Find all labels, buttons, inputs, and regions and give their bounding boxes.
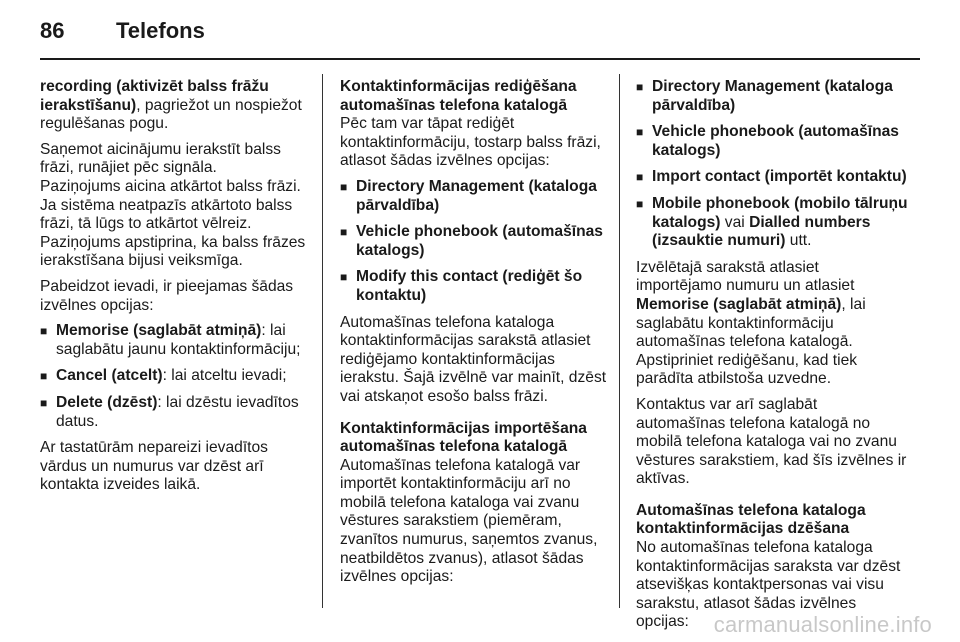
- bullet-icon: ■: [340, 270, 348, 285]
- list-item: [40, 394, 312, 431]
- paragraph: Saņemot aicinājumu ierakstīt balss frāzi, runājiet pēc signāla.: [40, 140, 281, 177]
- list-item: [340, 223, 612, 260]
- bold-term: Directory Management (kataloga pārvaldība): [356, 177, 597, 214]
- paragraph: Paziņojums apstiprina, ka balss frāzes ierakstīšana bijusi veiksmīga.: [40, 233, 306, 270]
- text: , lai saglabātu kontaktinformāciju automašīnas telefona katalogā. Apstipriniet rediģēšanu, kad tiek parādīta atbilstoša uzvedne.: [636, 295, 866, 388]
- bold-term: Mobile phonebook (mobilo tālruņu katalogs): [652, 194, 908, 231]
- column-divider-1: [322, 74, 323, 608]
- page-number: 86: [40, 18, 65, 43]
- list-item: [40, 322, 312, 359]
- text: Izvēlētajā sarakstā atlasiet importējamo numuru un atlasiet: [636, 258, 855, 295]
- section-heading: Automašīnas telefona kataloga kontaktinformācijas dzēšana: [636, 501, 866, 538]
- text: , pagriežot un nospiežot regulēšanas pogu.: [40, 96, 302, 133]
- bullet-icon: ■: [636, 170, 644, 185]
- list-item: [340, 268, 612, 305]
- column-3: [636, 78, 908, 639]
- list-item: [340, 178, 612, 215]
- paragraph: Kontaktus var arī saglabāt automašīnas telefona katalogā no mobilā telefona kataloga vai no zvanu vēstures sarakstiem, kad šīs izvēlnes ir aktīvas.: [636, 395, 907, 488]
- paragraph: [636, 259, 908, 389]
- bullet-list: [40, 322, 312, 431]
- bullet-icon: ■: [340, 225, 348, 240]
- paragraph: No automašīnas telefona kataloga kontaktinformācijas saraksta var dzēst atsevišķas kontaktpersonas vai visu sarakstu, atlasot šādas izvēlnes opcijas:: [636, 539, 901, 631]
- column-divider-2: [619, 74, 620, 608]
- paragraph: Paziņojums aicina atkārtot balss frāzi. Ja sistēma neatpazīs atkārtoto balss frāzi, tā lūgs to atkārtot vēlreiz.: [40, 177, 301, 233]
- bullet-icon: ■: [40, 369, 48, 384]
- bullet-list: [340, 178, 612, 306]
- bold-term: Vehicle phonebook (automašīnas katalogs): [356, 223, 603, 259]
- paragraph: Ar tastatūrām nepareizi ievadītos vārdus un numurus var dzēst arī kontakta izveides laikā.: [40, 439, 268, 494]
- bold-term: recording (aktivizēt balss frāžu ierakstīšanu): [40, 78, 269, 114]
- bold-term: Cancel (atcelt): [56, 367, 163, 385]
- bullet-icon: ■: [636, 80, 644, 94]
- bold-term: Modify this contact (rediģēt šo kontaktu): [356, 268, 583, 304]
- text: : lai atceltu ievadi;: [162, 367, 287, 385]
- paragraph: Pabeidzot ievadi, ir pieejamas šādas izvēlnes opcijas:: [40, 277, 294, 314]
- list-item: [636, 168, 908, 187]
- bullet-icon: ■: [636, 125, 644, 140]
- list-item: [636, 195, 908, 251]
- text: utt.: [785, 232, 812, 250]
- bold-term: Delete (dzēst): [56, 393, 158, 411]
- watermark: carmanualsonline.info: [713, 612, 932, 637]
- bold-term: Dialled numbers (izsauktie numuri): [652, 213, 871, 250]
- paragraph: Automašīnas telefona kataloga kontaktinformācijas sarakstā atlasiet rediģējamo kontaktinformācijas ierakstu. Šajā izvēlnē var mainīt, dzēst vai atskaņot esošo balss frāzi.: [340, 313, 607, 405]
- bold-term: Import contact (importēt kontaktu): [652, 168, 907, 186]
- text: vai: [720, 213, 750, 231]
- bold-term: Memorise (saglabāt atmiņā): [56, 322, 262, 340]
- bullet-icon: ■: [40, 324, 48, 339]
- bullet-icon: ■: [340, 179, 348, 194]
- column-2: [340, 78, 612, 594]
- bullet-icon: ■: [40, 395, 48, 410]
- bold-term: Directory Management (kataloga pārvaldība): [652, 78, 893, 114]
- bullet-icon: ■: [636, 196, 644, 211]
- section-heading: Kontaktinformācijas rediģēšana automašīnas telefona katalogā: [340, 78, 577, 114]
- text: : lai dzēstu ievadītos datus.: [56, 393, 299, 430]
- bold-term: Memorise (saglabāt atmiņā): [636, 295, 842, 313]
- bullet-list: [636, 78, 908, 251]
- text: : lai saglabātu jaunu kontaktinformāciju;: [56, 322, 301, 358]
- paragraph: [40, 78, 312, 134]
- list-item: [636, 78, 908, 115]
- header-divider: [40, 58, 920, 60]
- column-1: [40, 78, 312, 502]
- page-header: [40, 18, 205, 48]
- section-heading: Kontaktinformācijas importēšana automašīnas telefona katalogā: [340, 419, 587, 456]
- list-item: [636, 123, 908, 160]
- page-title: Telefons: [116, 18, 205, 43]
- paragraph: Pēc tam var tāpat rediģēt kontaktinformāciju, tostarp balss frāzi, atlasot šādas izvēlnes opcijas:: [340, 115, 601, 170]
- bold-term: Vehicle phonebook (automašīnas katalogs): [652, 123, 899, 159]
- list-item: [40, 367, 312, 386]
- paragraph: Automašīnas telefona katalogā var importēt kontaktinformāciju arī no mobilā telefona kataloga vai zvanu vēstures sarakstiem (piemēram, zvanītos numurus, saņemtos zvanus, neatbildētos zvanus), atlasot šādas izvēlnes opcijas:: [340, 456, 598, 586]
